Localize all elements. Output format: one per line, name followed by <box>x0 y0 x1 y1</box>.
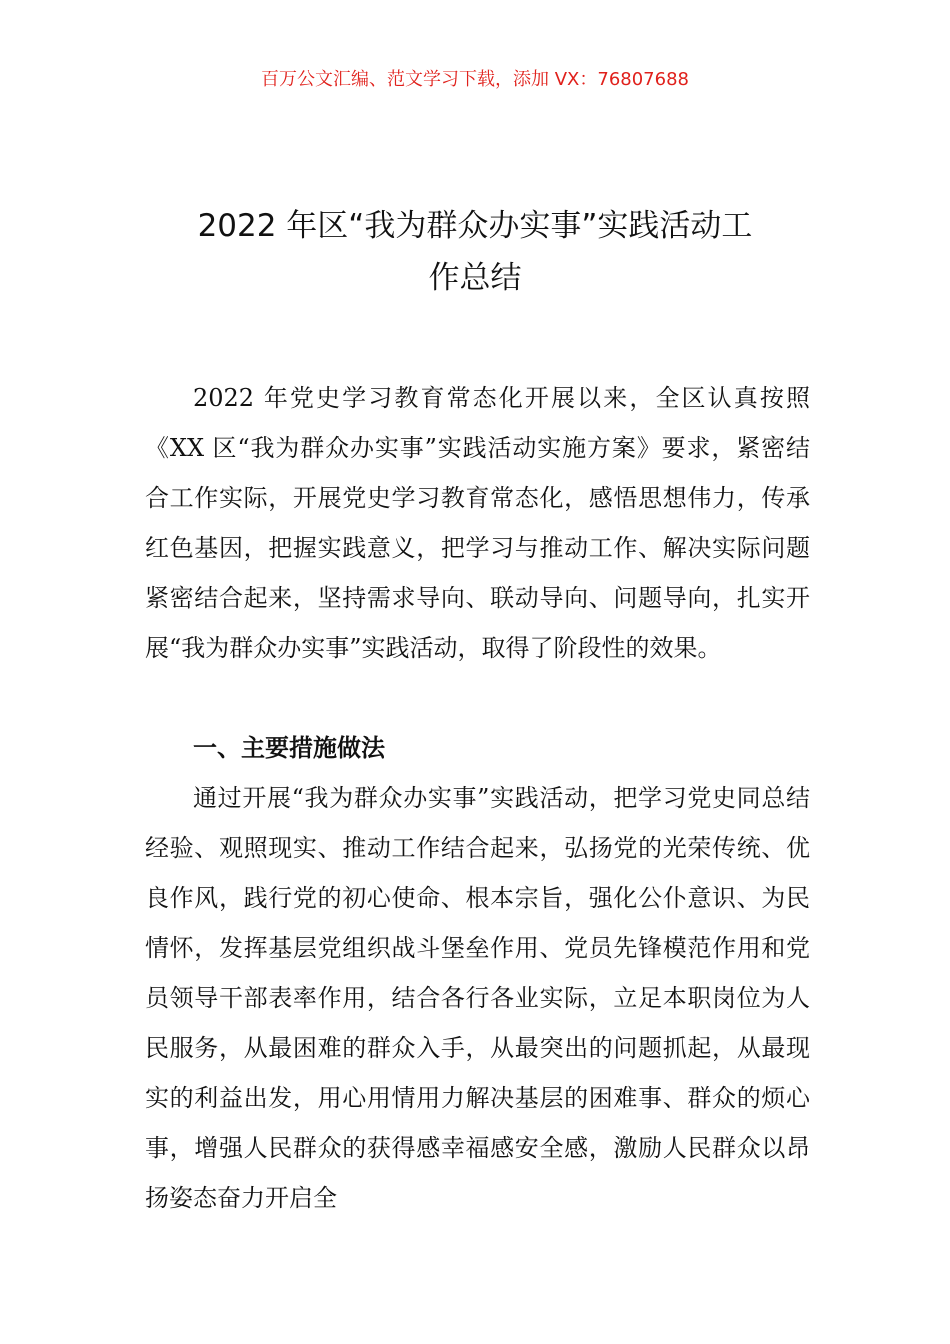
header-watermark-note: 百万公文汇编、范文学习下载，添加 VX：76807688 <box>261 69 689 90</box>
document-title <box>140 200 810 304</box>
measures-paragraph: 通过开展“我为群众办实事”实践活动，把学习党史同总结经验、观照现实、推动工作结合起来，弘扬党的光荣传统、优良作风，践行党的初心使命、根本宗旨，强化公仆意识、为民情怀，发挥基层党组织战斗堡垒作用、党员先锋模范作用和党员领导干部表率作用，结合各行各业实际，立足本职岗位为人民服务，从最困难的群众入手，从最突出的问题抓起，从最现实的利益出发，用心用情用力解决基层的困难事、群众的烦心事，增强人民群众的获得感幸福感安全感，激励人民群众以昂扬姿态奋力开启全 <box>145 784 810 1212</box>
title-line-2: 作总结 <box>428 260 522 296</box>
measures-section <box>145 773 810 1223</box>
section-heading-main-measures: 一、主要措施做法 <box>193 734 385 762</box>
intro-paragraph: 2022 年党史学习教育常态化开展以来，全区认真按照《XX 区“我为群众办实事”实践活动实施方案》要求，紧密结合工作实际，开展党史学习教育常态化，感悟思想伟力，传承红色基因，把握实践意义，把学习与推动工作、解决实际问题紧密结合起来，坚持需求导向、联动导向、问题导向，扎实开展“我为群众办实事”实践活动，取得了阶段性的效果。 <box>145 384 810 662</box>
title-line-1: 2022 年区“我为群众办实事”实践活动工 <box>197 208 753 244</box>
intro-section <box>145 373 810 673</box>
